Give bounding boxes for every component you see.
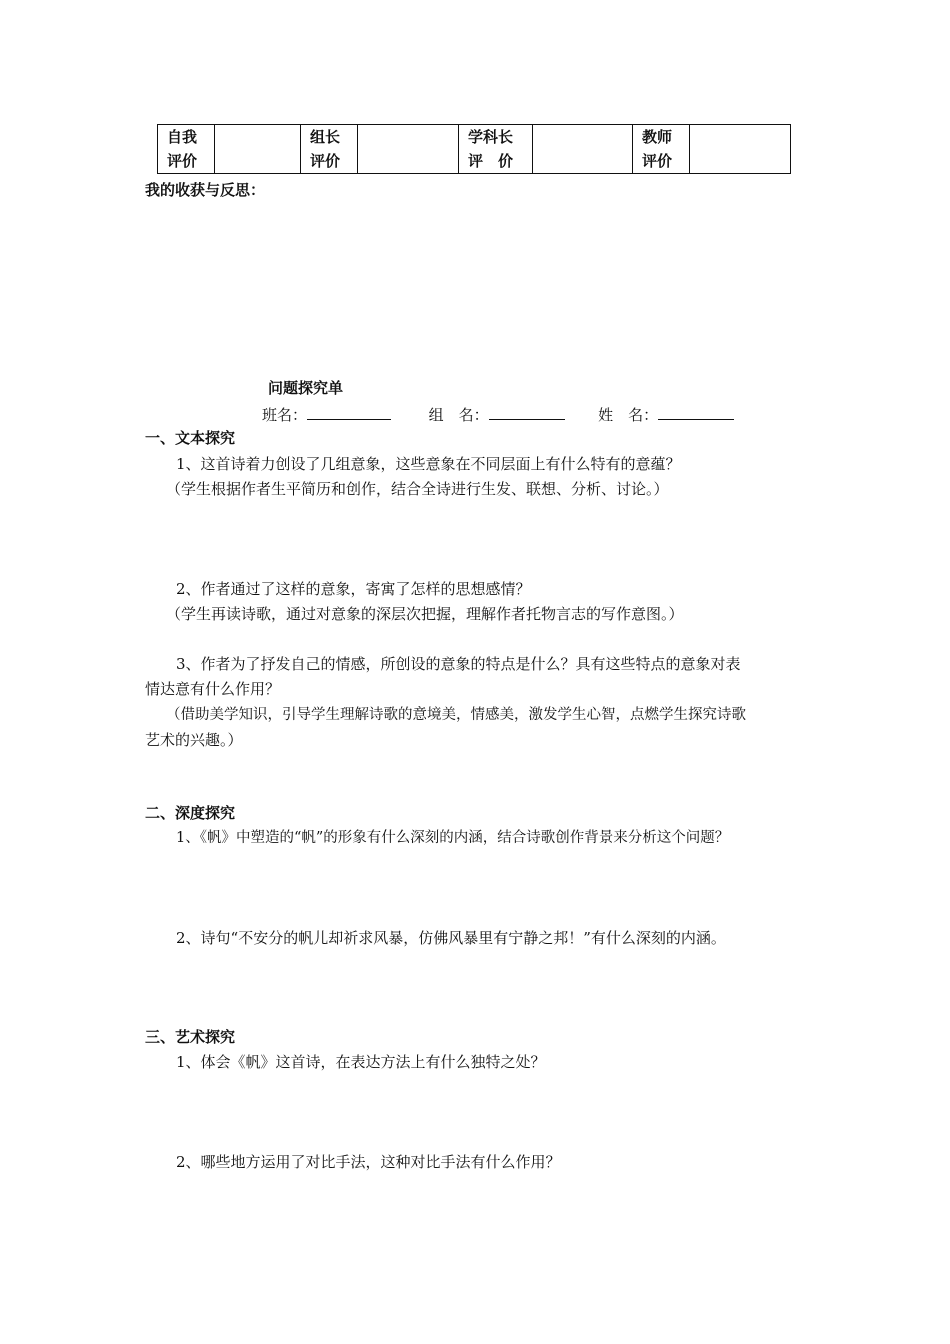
self-eval-label: 自我 评价 [158,125,215,174]
class-label: 班名： [262,406,308,424]
section3-q2: 2、哪些地方运用了对比手法，这种对比手法有什么作用？ [176,1153,561,1171]
section1-q1: 1、这首诗着力创设了几组意象，这些意象在不同层面上有什么特有的意蕴？ [176,455,681,473]
leader-eval-field[interactable] [358,125,459,174]
section3-q1: 1、体会《帆》这首诗，在表达方法上有什么独特之处？ [176,1053,546,1071]
section1-q1-note: （学生根据作者生平简历和创作，结合全诗进行生发、联想、分析、讨论。） [166,480,669,498]
section1-q2-note: （学生再读诗歌，通过对意象的深层次把握，理解作者托物言志的写作意图。） [166,605,684,623]
section2-q2: 2、诗句“不安分的帆儿却祈求风暴，仿佛风暴里有宁静之邦！”有什么深刻的内涵。 [176,929,726,947]
group-label: 组 名： [428,406,489,424]
section2-q1: 1、《帆》中塑造的“帆”的形象有什么深刻的内涵，结合诗歌创作背景来分析这个问题？ [176,830,730,846]
section1-q3-note-line1: （借助美学知识，引导学生理解诗歌的意境美，情感美，激发学生心智，点燃学生探究诗歌 [166,707,746,723]
teacher-eval-label: 教师 评价 [633,125,690,174]
section2-heading: 二、深度探究 [145,804,236,822]
name-label: 姓 名： [598,406,659,424]
worksheet-title: 问题探究单 [268,379,344,397]
subject-lead-eval-label: 学科长 评 价 [459,125,533,174]
teacher-eval-field[interactable] [690,125,791,174]
subject-lead-eval-field[interactable] [533,125,633,174]
class-blank[interactable] [307,403,391,420]
reflection-label: 我的收获与反思： [145,181,266,199]
student-info-row [262,403,734,427]
section3-heading: 三、艺术探究 [145,1028,236,1046]
section1-q3-line1: 3、作者为了抒发自己的情感，所创设的意象的特点是什么？具有这些特点的意象对表 [176,655,741,673]
group-blank[interactable] [489,403,565,420]
name-blank[interactable] [658,403,734,420]
section1-q3-note-line2: 艺术的兴趣。） [145,731,243,749]
section1-heading: 一、文本探究 [145,429,236,447]
evaluation-table [157,124,791,174]
section1-q3-line2: 情达意有什么作用？ [145,680,281,698]
section1-q2: 2、作者通过了这样的意象，寄寓了怎样的思想感情？ [176,580,531,598]
self-eval-field[interactable] [215,125,301,174]
leader-eval-label: 组长 评价 [301,125,358,174]
